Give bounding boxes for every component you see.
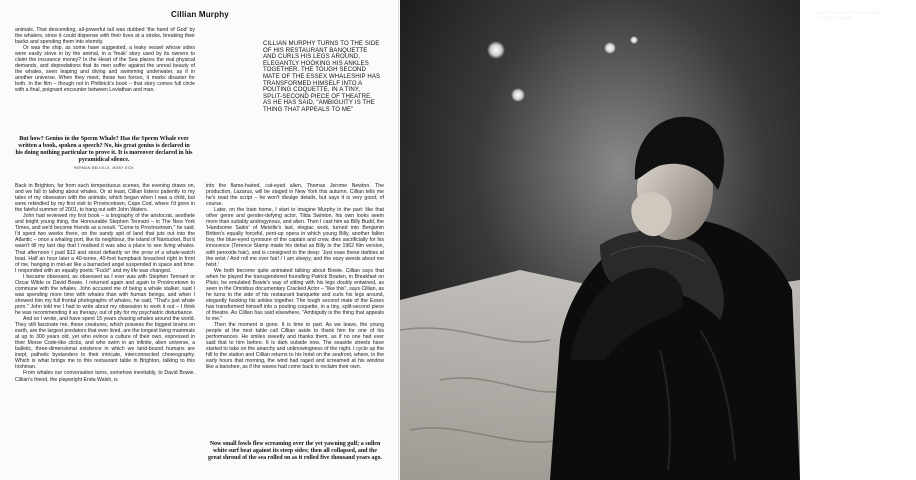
column-b	[15, 183, 195, 480]
paragraph: into the flame-haired, cat-eyed alien, Thomas Jerome Newton. The production, Lazarus, will be staged in New York this autumn. Cillian tells me he's read the script – he won't divulge details, but says it is very good, of course.	[206, 183, 384, 208]
column-c	[206, 183, 384, 438]
caption-line: by Maison Margiela	[816, 15, 853, 20]
caption-line: Leather jacket with shearling collar	[816, 10, 881, 15]
photo-caption	[816, 10, 916, 20]
running-header: Cillian Murphy	[171, 10, 229, 19]
paragraph: I became obsessed, as obsessed as I ever was with Stephen Tennant or Oscar Wilde or David Bowie. I returned again and again to Provincetown to commune with the whales. John accused me of being a whale stalker, said I was spending more time with whales than with human beings, and when I showed him my full frontal photographs of whales, he said, "That's just whale porn." John told me I had to write about my obsession to work it out – I think he was recommending it as therapy, out of pity for my psychiatric disturbance.	[15, 273, 195, 316]
light-bokeh	[511, 88, 525, 102]
paragraph: John had reviewed my first book – a biography of the aristocrat, aesthete and bright young thing, the Honourable Stephen Tennant – in The New York Times, and we'd become friends as a result. "Come to Provincetown," he said. I'd spent two weeks there, on the sandy spit of land that juts out into the Atlantic – once a whaling port, like its neighbour, the island of Nantucket. But it wasn't till my last day that I realised it was also a place to see living whales. That afternoon I paid $12 and stood defiantly on the prow of a whale-watch boat. Half an hour later a 40-tonne, 40-foot humpback breached right in front of me, hanging in mid-air like a barnacled angel suspended in space and time. I responded with an equally poetic "Fuck!" and my life was changed.	[15, 213, 195, 274]
left-page	[0, 0, 400, 480]
paragraph: Later, on the train home, I start to imagine Murphy in the part: like that other genre and gender-defying actor, Tilda Swinton, his own looks seem more than suitably androgynous, and alien. Then I cast him as Billy Budd, the 'Handsome Sailor' of Melville's last, elegiac work, turned into Benjamin Britten's equally forceful, pent-up opera in which young Billy, another fallen boy, the blue-eyed cynosure of the captain and crew, dies sacrificially for his innocence (Terence Stamp made his debut as Billy in the 1962 film version, with peroxide hair), and is consigned to the deep: 'Just ease these darbies at the wrist / And roll me over fair! / I am sleepy, and the oozy weeds about me twist.'	[206, 207, 384, 268]
closing-quote: Now small fowls flew screaming over the yet yawning gulf; a sullen white surf beat against its steep sides; then all collapsed, and the great shroud of the sea rolled on as it rolled five thousand years ago.	[208, 441, 382, 461]
light-bokeh	[630, 36, 638, 44]
paragraph: Or was the ship, as some have suggested, a leaky vessel whose sides were easily stove in by the animal, in a 'freak' story used by its owners to claim the insurance money? In the Heart of the Sea places the real physical demands, and depredations that its men suffer against the unreal beauty of the whales, seen leaping and diving and swimming underwater, as if in another universe. When they meet, these two forces, it marks disaster for both. In the film – though not in Philbrick's book – that story comes full circle with a final, poignant encounter between Leviathan and man.	[15, 45, 195, 94]
paragraph: animals. That descending, all-powerful tail was dubbed 'the hand of God' by the whalers, since it could dispense with their lives at a stroke, breaking their backs and spending them into eternity.	[15, 27, 195, 46]
paragraph: From whales our conversation turns, somehow inevitably, to David Bowie. Cillian's friend, the playwright Enda Walsh, is	[15, 370, 195, 383]
epigraph-source: HERMAN MELVILLE, MOBY DICK	[73, 166, 135, 170]
light-bokeh	[604, 42, 616, 54]
paragraph: We both become quite animated talking about Bowie. Cillian says that when he played the transgendered foundling Patrick Braden, in Breakfast on Pluto, he emulated Bowie's way of sitting with his legs doubly entwined, as seen in the Omnibus documentary Cracked Actor – "like this", says Cillian, as he turns to the side of his restaurant banquette and curls his legs around, elegantly hooking his ankles together. The tough second mate of the Essex has transformed himself into a pouting coquette, in a tiny, split-second piece of theatre. As Cillian has said elsewhere, "Ambiguity is the thing that appeals to me."	[206, 267, 384, 323]
paragraph: And so I wrote, and have spent 15 years chasing whales around the world. They still fascinate me, these creatures, which possess the biggest brains on earth, are the largest predators that ever lived, are the longest living mammals at up to 300 years old, yet who evince a culture of their own, expressed in their Morse Code-like clicks, and who swim in an infinite, alien universe, a balletic, three-dimensional existence in which we land-bound humans are inept, pathetic bystanders to their intricate, interconnected choreography. Which is what brings me to this restaurant table in Brighton, talking to this Irishman.	[15, 316, 195, 371]
epigraph-quote: But how? Genius in the Sperm Whale? Has the Sperm Whale ever written a book, spoken a speech? No, his great genius is declared in his doing nothing particular to prove it. It is moreover declared in his pyramidical silence.	[15, 136, 193, 163]
pull-quote: CILLIAN MURPHY TURNS TO THE SIDE OF HIS RESTAURANT BANQUETTE AND CURLS HIS LEGS AROUND, ELEGANTLY HOOKING HIS ANKLES TOGETHER. THE TOUGH SECOND MATE OF THE ESSEX WHALESHIP HAS TRANSFORMED HIMSELF INTO A POUTING COQUETTE, IN A TINY, SPLIT-SECOND PIECE OF THEATRE. AS HE HAS SAID, "AMBIGUITY IS THE THING THAT APPEALS TO ME"	[263, 40, 381, 113]
paragraph: Back in Brighton, far from such tempestuous scenes, the evening draws on, and we fall to talking about whales. Or at least, Cillian listens patiently to my tales of my obsession with the animals, which began when I was a child, but were rekindled by my first visit to Provincetown, Cape Cod, where I'd gone in the fateful summer of 2001, to hang out with John Waters.	[15, 183, 195, 214]
paragraph: Then the moment is gone. It is time to part. As we leave, the young people at the next table call Cillian aside to thank him for one of his performances. He smiles sweetly and thanks them, as if no one had ever said that to him before. It is dark outside now. The seaside streets have started to take on the anarchy and unknowingness of the night. I cycle up the hill to the station and Cillian returns to his hotel on the seafront, where, in the early hours that morning, the wind had raged and screamed at his window like a banshee, as if the waves had come back to reclaim their own.	[206, 322, 384, 371]
light-bokeh	[487, 41, 505, 59]
photo-page	[400, 0, 881, 480]
portrait-photo	[400, 0, 800, 480]
